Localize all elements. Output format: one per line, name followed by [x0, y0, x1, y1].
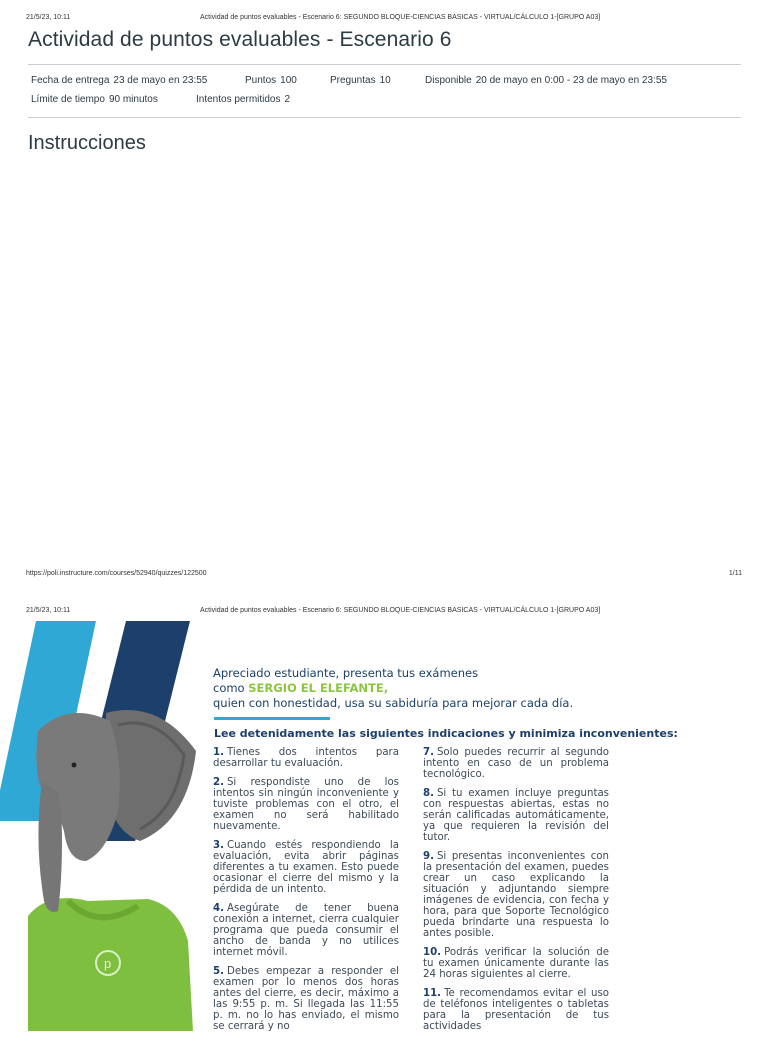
instruction-text: Debes empezar a responder el examen por lo menos dos horas antes del cierre, es decir, máximo a las 9:55 p. m. Si llegada las 11:55 p. m. no lo has enviado, el mismo se cerrará y no: [213, 966, 399, 1032]
instructions-column-right: [423, 747, 609, 1040]
instruction-number: 8.: [423, 788, 434, 799]
instruction-text: Asegúrate de tener buena conexión a internet, cierra cualquier programa que pueda consumir el ancho de banda y no utilices internet móvil.: [213, 903, 399, 958]
poster-lead: Lee detenidamente las siguientes indicaciones y minimiza inconvenientes:: [214, 727, 678, 740]
questions: [330, 75, 391, 86]
instruction-text: Solo puedes recurrir al segundo intento en caso de un problema tecnológico.: [423, 747, 609, 780]
instruction-item: [213, 747, 399, 769]
page-title: Actividad de puntos evaluables - Escenario 6: [28, 28, 452, 51]
print-title: Actividad de puntos evaluables - Escenario 6: SEGUNDO BLOQUE-CIENCIAS BASICAS - VIRTUAL/CÁLCULO 1-[GRUPO A03]: [200, 14, 601, 21]
time-value: 90 minutos: [108, 94, 158, 105]
print-date: 21/5/23, 10:11: [26, 14, 71, 21]
attempts: [196, 94, 290, 105]
instruction-number: 7.: [423, 747, 434, 758]
points-value: 100: [280, 75, 297, 86]
instruction-item: [423, 947, 609, 980]
instruction-number: 4.: [213, 903, 224, 914]
print-url: https://poli.instructure.com/courses/52940/quizzes/122500: [26, 570, 207, 577]
divider: [28, 117, 741, 118]
print-header: [26, 607, 742, 619]
instruction-text: Si tu examen incluye preguntas con respuestas abiertas, estas no serán calificadas automáticamente, ya que requieren la revisión del tutor.: [423, 788, 609, 843]
attempts-label: Intentos permitidos: [196, 94, 281, 105]
instruction-item: [423, 851, 609, 939]
instruction-number: 10.: [423, 947, 442, 958]
points-label: Puntos: [245, 75, 277, 86]
points: [245, 75, 297, 86]
elephant-mascot-image: [28, 701, 228, 1031]
intro-line-1: Apreciado estudiante, presenta tus exámenes: [213, 666, 479, 680]
instructions-column-left: [213, 747, 399, 1040]
instruction-item: [213, 966, 399, 1032]
instruction-text: Si presentas inconvenientes con la presentación del examen, puedes crear un caso explicando la situación y adjuntando siempre imágenes de evidencia, con fecha y hora, para que Soporte Tecnológico pueda brindarte una respuesta lo antes posible.: [423, 851, 609, 939]
accent-underline: [214, 717, 330, 720]
divider: [28, 64, 741, 65]
questions-value: 10: [379, 75, 391, 86]
instruction-number: 11.: [423, 988, 442, 999]
instruction-item: [423, 747, 609, 780]
instruction-item: [213, 840, 399, 895]
instruction-number: 5.: [213, 966, 224, 977]
intro-line-3: quien con honestidad, usa su sabiduría para mejorar cada día.: [213, 696, 574, 710]
print-header: [26, 14, 742, 26]
instruction-item: [423, 788, 609, 843]
intro-line-2: [213, 681, 573, 696]
instructions-poster: [28, 621, 740, 1032]
due-value: 23 de mayo en 23:55: [113, 75, 208, 86]
instruction-text: Te recomendamos evitar el uso de teléfonos inteligentes o tabletas para la presentación de tus actividades: [423, 988, 609, 1032]
intro-prefix: como: [213, 681, 249, 695]
attempts-value: 2: [284, 94, 291, 105]
time-limit: [31, 94, 158, 105]
print-date: 21/5/23, 10:11: [26, 607, 71, 614]
instruction-item: [213, 777, 399, 832]
due-date: [31, 75, 207, 86]
mascot-name: SERGIO EL ELEFANTE,: [248, 681, 389, 695]
availability: [425, 75, 667, 86]
instruction-text: Si respondiste uno de los intentos sin ningún inconveniente y tuviste problemas con el otro, el examen no será habilitado nuevamente.: [213, 777, 399, 832]
print-title: Actividad de puntos evaluables - Escenario 6: SEGUNDO BLOQUE-CIENCIAS BASICAS - VIRTUAL/CÁLCULO 1-[GRUPO A03]: [200, 607, 601, 614]
svg-text:p: p: [104, 956, 112, 971]
instruction-item: [423, 988, 609, 1032]
instruction-number: 9.: [423, 851, 434, 862]
page-number: 1/11: [728, 570, 742, 577]
instruction-number: 1.: [213, 747, 224, 758]
instruction-number: 2.: [213, 777, 224, 788]
poster-intro: [213, 666, 573, 711]
due-label: Fecha de entrega: [31, 75, 110, 86]
instruction-item: [213, 903, 399, 958]
questions-label: Preguntas: [330, 75, 376, 86]
instruction-text: Cuando estés respondiendo la evaluación, evita abrir páginas diferentes a tu examen. Esto puede ocasionar el cierre del mismo y la pérdida de un intento.: [213, 840, 399, 895]
instructions-heading: Instrucciones: [28, 132, 146, 154]
instruction-text: Tienes dos intentos para desarrollar tu evaluación.: [213, 747, 399, 769]
available-value: 20 de mayo en 0:00 - 23 de mayo en 23:55: [475, 75, 667, 86]
available-label: Disponible: [425, 75, 472, 86]
instruction-text: Podrás verificar la solución de tu examen únicamente durante las 24 horas siguientes al cierre.: [423, 947, 609, 980]
instruction-number: 3.: [213, 840, 224, 851]
time-label: Límite de tiempo: [31, 94, 105, 105]
